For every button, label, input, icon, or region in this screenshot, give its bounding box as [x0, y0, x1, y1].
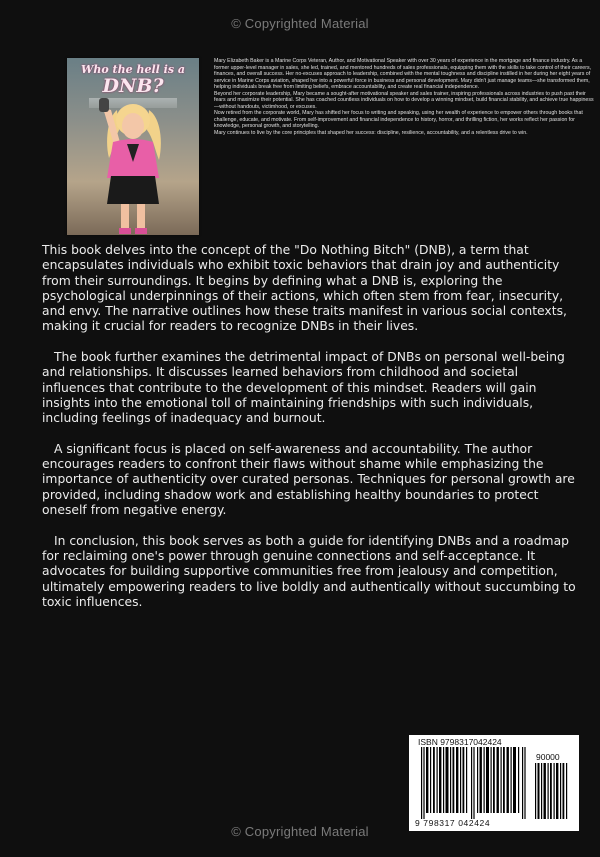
price-code: 90000: [536, 752, 560, 762]
author-bio-paragraph: Mary Elizabeth Baker is a Marine Corps Veteran, Author, and Motivational Speaker with over 30 years of experience in the mortgage and finance industry. As a former upper-level manager in sales, she led, trained, and mentored hundreds of sales professionals, equipping them with the skills to take control of their careers, finances, and overall success. Her no-excuses approach to leadership, combined with the mental toughness and discipline instilled in her during her eight years of service in Marine Corps aviation, shaped her into a powerful force in business and personal development. Mary didn't just manage teams—she transformed them, helping individuals break free from limiting beliefs, embrace accountability, and create real financial independence.: [214, 58, 592, 91]
author-bio: [214, 58, 596, 137]
description-paragraph: The book further examines the detrimental impact of DNBs on personal well-being and relationships. It discusses learned behaviors from childhood and societal influences that contribute to the development of this mindset. Readers will gain insights into the emotional toll of maintaining friendships with such individuals, including feelings of inadequacy and burnout.: [42, 350, 565, 426]
ean-barcode-bars: [421, 747, 527, 819]
copyright-watermark-top: © Copyrighted Material: [231, 16, 369, 31]
copyright-watermark-bottom: © Copyrighted Material: [231, 824, 369, 839]
description-paragraph: This book delves into the concept of the "Do Nothing Bitch" (DNB), a term that encapsulates individuals who exhibit toxic behaviors that drain joy and authenticity from their surroundings. It begins by defining what a DNB is, exploring the psychological underpinnings of their actions, which often stem from fear, insecurity, and envy. The narrative outlines how these traits manifest in various social contexts, making it crucial for readers to recognize DNBs in their lives.: [42, 243, 567, 334]
description-paragraph: In conclusion, this book serves as both a guide for identifying DNBs and a roadmap for reclaiming one's power through genuine connections and self-acceptance. It advocates for building supportive communities free from jealousy and competition, ultimately empowering readers to live boldly and authentically without succumbing to toxic influences.: [42, 533, 576, 609]
isbn-barcode: [409, 735, 579, 831]
book-cover-thumbnail: [67, 58, 199, 235]
price-addon-bars: [535, 763, 569, 819]
cover-title-line1: Who the hell is a: [81, 63, 185, 76]
description-paragraph: A significant focus is placed on self-awareness and accountability. The author encourages readers to confront their flaws without shame while emphasizing the importance of authenticity over curated personas. Techniques for personal growth are provided, including shadow work and establishing healthy boundaries to protect oneself from negative energy.: [42, 441, 575, 518]
author-bio-paragraph: Mary continues to live by the core principles that shaped her success: discipline, resilience, accountability, and a relentless drive to win.: [214, 130, 528, 137]
book-description: [42, 243, 577, 625]
cover-illustration: [67, 58, 199, 235]
author-bio-paragraph: Beyond her corporate leadership, Mary became a sought-after motivational speaker and sales trainer, inspiring professionals across industries to push past their fears and maximize their potential. She has coached countless individuals on how to develop a winning mindset, build financial stability, and achieve true happiness—without handouts, victimhood, or excuses.: [214, 90, 594, 110]
isbn-label: ISBN 9798317042424: [418, 737, 502, 747]
barcode-digits: 9 798317 042424: [415, 818, 491, 828]
cover-title-line2: DNB?: [102, 75, 164, 97]
author-bio-paragraph: Now retired from the corporate world, Mary has shifted her focus to writing and speaking, using her wealth of experience to empower others through books that challenge, educate, and motivate. From self-improvement and financial independence to history, horror, and thrilling fiction, her works reflect her passion for knowledge, personal growth, and storytelling.: [214, 110, 583, 130]
